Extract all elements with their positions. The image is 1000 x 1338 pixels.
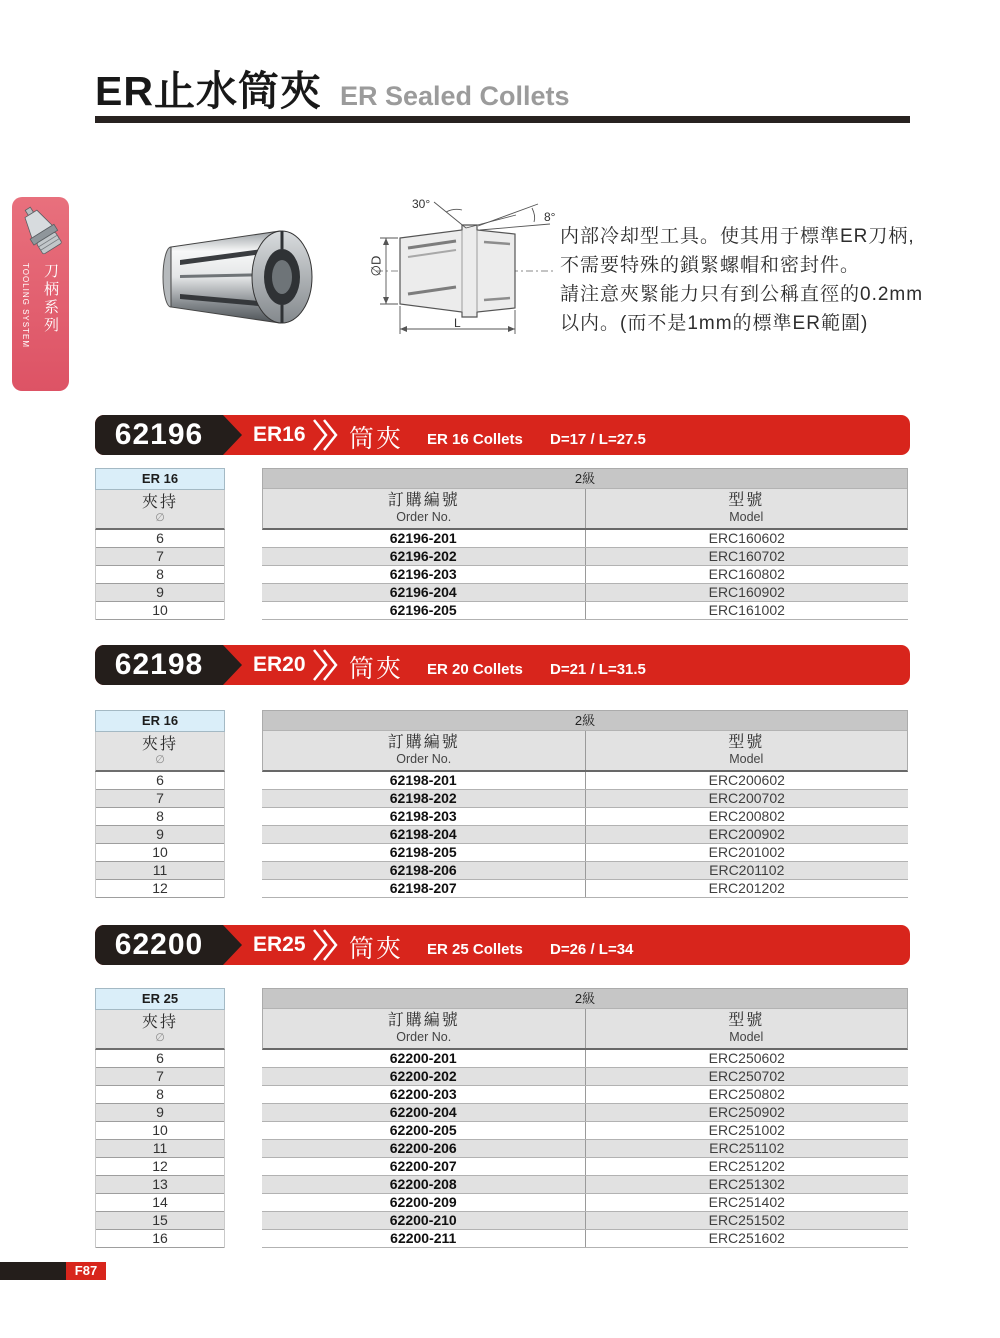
table-row xyxy=(262,808,908,826)
series-header: ER 25 xyxy=(95,988,225,1010)
intro-line: 以内。(而不是1mm的標準ER範圍) xyxy=(560,313,869,334)
model-cell: ERC160702 xyxy=(708,548,785,564)
section-code: 62196 xyxy=(114,418,204,451)
table-row xyxy=(262,1068,908,1086)
model-cell: ERC200602 xyxy=(708,772,785,788)
order-no-cell: 62196-202 xyxy=(262,548,586,565)
order-no-cell: 62200-208 xyxy=(262,1176,586,1193)
grip-header-zh: 夾持 xyxy=(141,736,178,753)
order-no-header-en: Order No. xyxy=(396,510,452,524)
table-row xyxy=(262,548,908,566)
order-no-cell: 62200-204 xyxy=(262,1104,586,1121)
table-row xyxy=(262,1122,908,1140)
model-header-en: Model xyxy=(729,752,764,766)
section-code: 62200 xyxy=(114,928,204,961)
grip-cell: 10 xyxy=(96,602,224,620)
sidebar-tab-tooling-system xyxy=(12,197,69,391)
diameter-symbol: ∅ xyxy=(155,1032,165,1044)
order-no-header-zh: 訂購編號 xyxy=(387,1012,460,1029)
order-no-cell: 62200-205 xyxy=(262,1122,586,1139)
order-no-header-en: Order No. xyxy=(396,752,452,766)
order-model-table xyxy=(262,710,908,898)
series-label: ER16 xyxy=(253,423,306,446)
grip-cell: 12 xyxy=(96,880,224,898)
grip-rows xyxy=(95,530,225,620)
order-no-cell: 62200-206 xyxy=(262,1140,586,1157)
model-cell: ERC251102 xyxy=(709,1140,785,1156)
table-row xyxy=(262,1140,908,1158)
grip-cell: 12 xyxy=(96,1158,224,1176)
model-cell: ERC200802 xyxy=(708,808,785,824)
grip-cell: 7 xyxy=(96,1068,224,1086)
table-row xyxy=(262,862,908,880)
table-row xyxy=(262,1194,908,1212)
grade-header: 2級 xyxy=(263,989,907,1009)
order-no-cell: 62196-203 xyxy=(262,566,586,583)
series-label: ER20 xyxy=(253,653,306,676)
model-header-en: Model xyxy=(729,1030,764,1044)
table-row xyxy=(262,1230,908,1248)
table-row xyxy=(262,1050,908,1068)
chevron-icon xyxy=(311,928,339,962)
banner-title-en: ER 20 Collets xyxy=(427,661,523,678)
table-row xyxy=(262,530,908,548)
grip-cell: 9 xyxy=(96,826,224,844)
grade-header: 2級 xyxy=(263,469,907,489)
grip-header-zh: 夾持 xyxy=(141,1014,178,1031)
grip-column xyxy=(95,710,225,898)
order-no-header xyxy=(263,1009,586,1048)
model-header xyxy=(586,731,908,770)
table-head xyxy=(262,468,908,530)
dim-angle-30: 30° xyxy=(412,197,431,211)
model-cell: ERC250702 xyxy=(708,1068,785,1084)
footer-bar xyxy=(0,1262,66,1280)
section-banner-62200 xyxy=(95,925,910,965)
model-cell: ERC250602 xyxy=(708,1050,785,1066)
sidebar-label-zh: 刀柄系列 xyxy=(42,263,59,335)
column-headers xyxy=(263,731,907,770)
model-cell: ERC250802 xyxy=(708,1086,785,1102)
banner-title-en: ER 16 Collets xyxy=(427,431,523,448)
page-number: F87 xyxy=(66,1262,106,1280)
grip-header-zh: 夾持 xyxy=(141,494,178,511)
banner-dims: D=26 / L=34 xyxy=(550,941,634,958)
order-no-header-zh: 訂購編號 xyxy=(387,492,460,509)
table-row xyxy=(262,826,908,844)
model-cell: ERC251302 xyxy=(708,1176,785,1192)
series-label: ER25 xyxy=(253,933,306,956)
order-no-cell: 62200-211 xyxy=(262,1230,586,1247)
grip-cell: 9 xyxy=(96,1104,224,1122)
grip-cell: 6 xyxy=(96,530,224,548)
intro-line: 内部冷却型工具。使其用于標準ER刀柄, xyxy=(560,226,915,247)
column-headers xyxy=(263,489,907,528)
grip-cell: 9 xyxy=(96,584,224,602)
model-cell: ERC250902 xyxy=(708,1104,785,1120)
grip-cell: 11 xyxy=(96,1140,224,1158)
model-cell: ERC201002 xyxy=(708,844,785,860)
table-row xyxy=(262,772,908,790)
section-banner-62198 xyxy=(95,645,910,685)
toolholder-icon xyxy=(20,202,62,258)
section-banner-62196 xyxy=(95,415,910,455)
grip-header xyxy=(95,490,225,530)
header-rule xyxy=(95,116,910,123)
intro-line: 請注意夾緊能力只有到公稱直徑的0.2mm xyxy=(560,284,924,305)
grip-cell: 7 xyxy=(96,790,224,808)
order-no-cell: 62198-202 xyxy=(262,790,586,807)
series-header: ER 16 xyxy=(95,710,225,732)
order-no-cell: 62200-202 xyxy=(262,1068,586,1085)
order-model-table xyxy=(262,468,908,620)
order-no-cell: 62196-204 xyxy=(262,584,586,601)
grip-column xyxy=(95,988,225,1248)
diameter-symbol: ∅ xyxy=(155,754,165,766)
table-row xyxy=(262,1158,908,1176)
grip-cell: 10 xyxy=(96,1122,224,1140)
grip-cell: 16 xyxy=(96,1230,224,1248)
grip-cell: 15 xyxy=(96,1212,224,1230)
grip-header xyxy=(95,732,225,772)
order-no-header xyxy=(263,731,586,770)
model-cell: ERC161002 xyxy=(708,602,785,618)
grip-cell: 7 xyxy=(96,548,224,566)
model-header xyxy=(586,489,908,528)
order-no-cell: 62200-209 xyxy=(262,1194,586,1211)
grip-rows xyxy=(95,772,225,898)
table-row xyxy=(262,1176,908,1194)
page-subtitle: ER Sealed Collets xyxy=(339,81,570,111)
grip-rows xyxy=(95,1050,225,1248)
order-no-cell: 62198-207 xyxy=(262,880,586,897)
grip-cell: 8 xyxy=(96,808,224,826)
banner-title-zh: 筒夾 xyxy=(349,655,404,683)
order-no-cell: 62198-203 xyxy=(262,808,586,825)
model-cell: ERC160902 xyxy=(708,584,785,600)
order-no-cell: 62198-206 xyxy=(262,862,586,879)
grip-cell: 6 xyxy=(96,1050,224,1068)
dim-diameter: ∅D xyxy=(368,255,384,277)
chevron-icon xyxy=(311,648,339,682)
model-cell: ERC200702 xyxy=(708,790,785,806)
table-row xyxy=(262,790,908,808)
order-no-header-en: Order No. xyxy=(396,1030,452,1044)
intro-text xyxy=(560,222,950,338)
model-header-zh: 型號 xyxy=(728,734,765,751)
table-row xyxy=(262,880,908,898)
grip-header xyxy=(95,1010,225,1050)
grip-cell: 6 xyxy=(96,772,224,790)
order-no-cell: 62200-203 xyxy=(262,1086,586,1103)
table-rows xyxy=(262,530,908,620)
table-row xyxy=(262,844,908,862)
banner-title-zh: 筒夾 xyxy=(349,425,404,453)
grip-cell: 11 xyxy=(96,862,224,880)
model-header-en: Model xyxy=(729,510,764,524)
model-cell: ERC251202 xyxy=(708,1158,785,1174)
model-cell: ERC251502 xyxy=(708,1212,785,1228)
intro-line: 不需要特殊的鎖緊螺帽和密封件。 xyxy=(560,255,861,276)
column-headers xyxy=(263,1009,907,1048)
model-cell: ERC160602 xyxy=(708,530,785,546)
banner-dims: D=17 / L=27.5 xyxy=(550,431,646,448)
model-cell: ERC201102 xyxy=(709,862,785,878)
order-model-table xyxy=(262,988,908,1248)
order-no-header-zh: 訂購編號 xyxy=(387,734,460,751)
page-header xyxy=(95,58,570,117)
table-row xyxy=(262,1086,908,1104)
model-cell: ERC251402 xyxy=(708,1194,785,1210)
table-row xyxy=(262,566,908,584)
order-no-cell: 62200-210 xyxy=(262,1212,586,1229)
banner-title-en: ER 25 Collets xyxy=(427,941,523,958)
grip-cell: 10 xyxy=(96,844,224,862)
table-row xyxy=(262,1212,908,1230)
order-no-cell: 62198-201 xyxy=(262,772,586,789)
order-no-header xyxy=(263,489,586,528)
order-no-cell: 62196-205 xyxy=(262,602,586,619)
grip-cell: 14 xyxy=(96,1194,224,1212)
table-rows xyxy=(262,772,908,898)
series-header: ER 16 xyxy=(95,468,225,490)
chevron-icon xyxy=(311,418,339,452)
order-no-cell: 62196-201 xyxy=(262,530,586,547)
section-code: 62198 xyxy=(114,648,204,681)
order-no-cell: 62200-201 xyxy=(262,1050,586,1067)
dim-angle-8: 8° xyxy=(544,210,556,224)
model-cell: ERC160802 xyxy=(708,566,785,582)
order-no-cell: 62198-205 xyxy=(262,844,586,861)
model-header xyxy=(586,1009,908,1048)
grip-cell: 8 xyxy=(96,1086,224,1104)
table-head xyxy=(262,710,908,772)
model-cell: ERC200902 xyxy=(708,826,785,842)
order-no-cell: 62200-207 xyxy=(262,1158,586,1175)
product-photo xyxy=(152,218,337,336)
banner-dims: D=21 / L=31.5 xyxy=(550,661,646,678)
banner-title-zh: 筒夾 xyxy=(349,935,404,963)
grip-column xyxy=(95,468,225,620)
diameter-symbol: ∅ xyxy=(155,512,165,524)
order-no-cell: 62198-204 xyxy=(262,826,586,843)
table-row xyxy=(262,1104,908,1122)
dim-length: L xyxy=(454,316,461,330)
table-row xyxy=(262,584,908,602)
model-cell: ERC251602 xyxy=(708,1230,785,1246)
sidebar-label-en: TOOLING SYSTEM xyxy=(21,263,30,348)
page-title: ER止水筒夾 xyxy=(95,68,322,114)
model-header-zh: 型號 xyxy=(728,1012,765,1029)
model-cell: ERC251002 xyxy=(708,1122,785,1138)
table-row xyxy=(262,602,908,620)
technical-drawing xyxy=(366,194,561,346)
model-cell: ERC201202 xyxy=(708,880,785,896)
model-header-zh: 型號 xyxy=(728,492,765,509)
table-head xyxy=(262,988,908,1050)
grade-header: 2級 xyxy=(263,711,907,731)
grip-cell: 8 xyxy=(96,566,224,584)
grip-cell: 13 xyxy=(96,1176,224,1194)
table-rows xyxy=(262,1050,908,1248)
